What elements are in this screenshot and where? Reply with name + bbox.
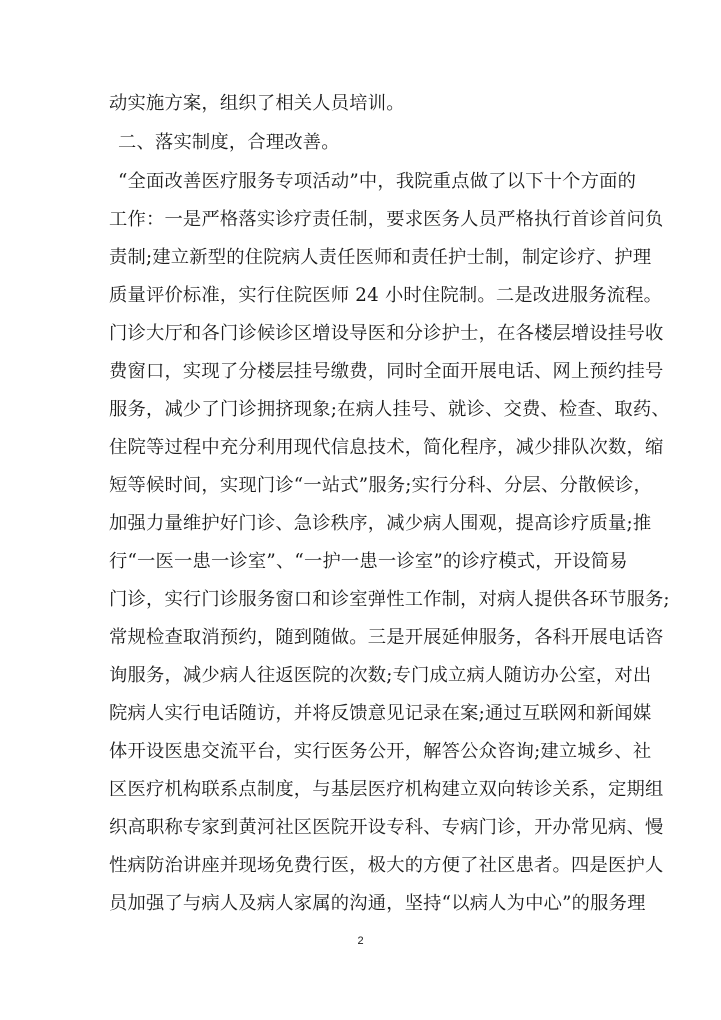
page-number: 2 bbox=[357, 935, 364, 947]
text-line: 短等候时间，实现门诊“一站式”服务;实行分科、分层、分散候诊， bbox=[109, 475, 652, 496]
text-line: 费窗口，实现了分楼层挂号缴费，同时全面开展电话、网上预约挂号 bbox=[109, 361, 664, 382]
text-line: 动实施方案，组织了相关人员培训。 bbox=[109, 93, 405, 114]
text-line: 区医疗机构联系点制度，与基层医疗机构建立双向转诊关系，定期组 bbox=[109, 779, 664, 800]
text-line: 员加强了与病人及病人家属的沟通，坚持“以病人为中心”的服务理 bbox=[109, 893, 646, 914]
text-line: 工作：一是严格落实诊疗责任制，要求医务人员严格执行首诊首问负 bbox=[109, 209, 664, 230]
text-line: 询服务，减少病人往返医院的次数;专门成立病人随访办公室，对出 bbox=[109, 665, 652, 686]
text-line: 织高职称专家到黄河社区医院开设专科、专病门诊，开办常见病、慢 bbox=[109, 817, 664, 838]
text-line: 院病人实行电话随访，并将反馈意见记录在案;通过互联网和新闻媒 bbox=[109, 703, 652, 724]
text-line: 门诊，实行门诊服务窗口和诊室弹性工作制，对病人提供各环节服务; bbox=[109, 589, 670, 610]
text-line: 门诊大厅和各门诊候诊区增设导医和分诊护士，在各楼层增设挂号收 bbox=[109, 323, 664, 344]
text-line: 常规检查取消预约，随到随做。三是开展延伸服务，各科开展电话咨 bbox=[109, 627, 664, 648]
text-line: “全面改善医疗服务专项活动”中，我院重点做了以下十个方面的 bbox=[118, 171, 637, 192]
text-line: 责制;建立新型的住院病人责任医师和责任护士制，制定诊疗、护理 bbox=[109, 247, 652, 268]
text-line: 住院等过程中充分利用现代信息技术，简化程序，减少排队次数，缩 bbox=[109, 437, 664, 458]
section-heading: 二、落实制度，合理改善。 bbox=[118, 132, 340, 153]
text-line: 行“一医一患一诊室”、“一护一患一诊室”的诊疗模式，开设简易 bbox=[109, 551, 628, 572]
text-line: 质量评价标准，实行住院医师 24 小时住院制。二是改进服务流程。 bbox=[109, 285, 663, 306]
text-line: 服务，减少了门诊拥挤现象;在病人挂号、就诊、交费、检查、取药、 bbox=[109, 399, 670, 420]
text-line: 加强力量维护好门诊、急诊秩序，减少病人围观，提高诊疗质量;推 bbox=[109, 513, 652, 534]
text-line: 性病防治讲座并现场免费行医，极大的方便了社区患者。四是医护人 bbox=[109, 855, 664, 876]
text-line: 体开设医患交流平台，实行医务公开，解答公众咨询;建立城乡、社 bbox=[109, 741, 652, 762]
